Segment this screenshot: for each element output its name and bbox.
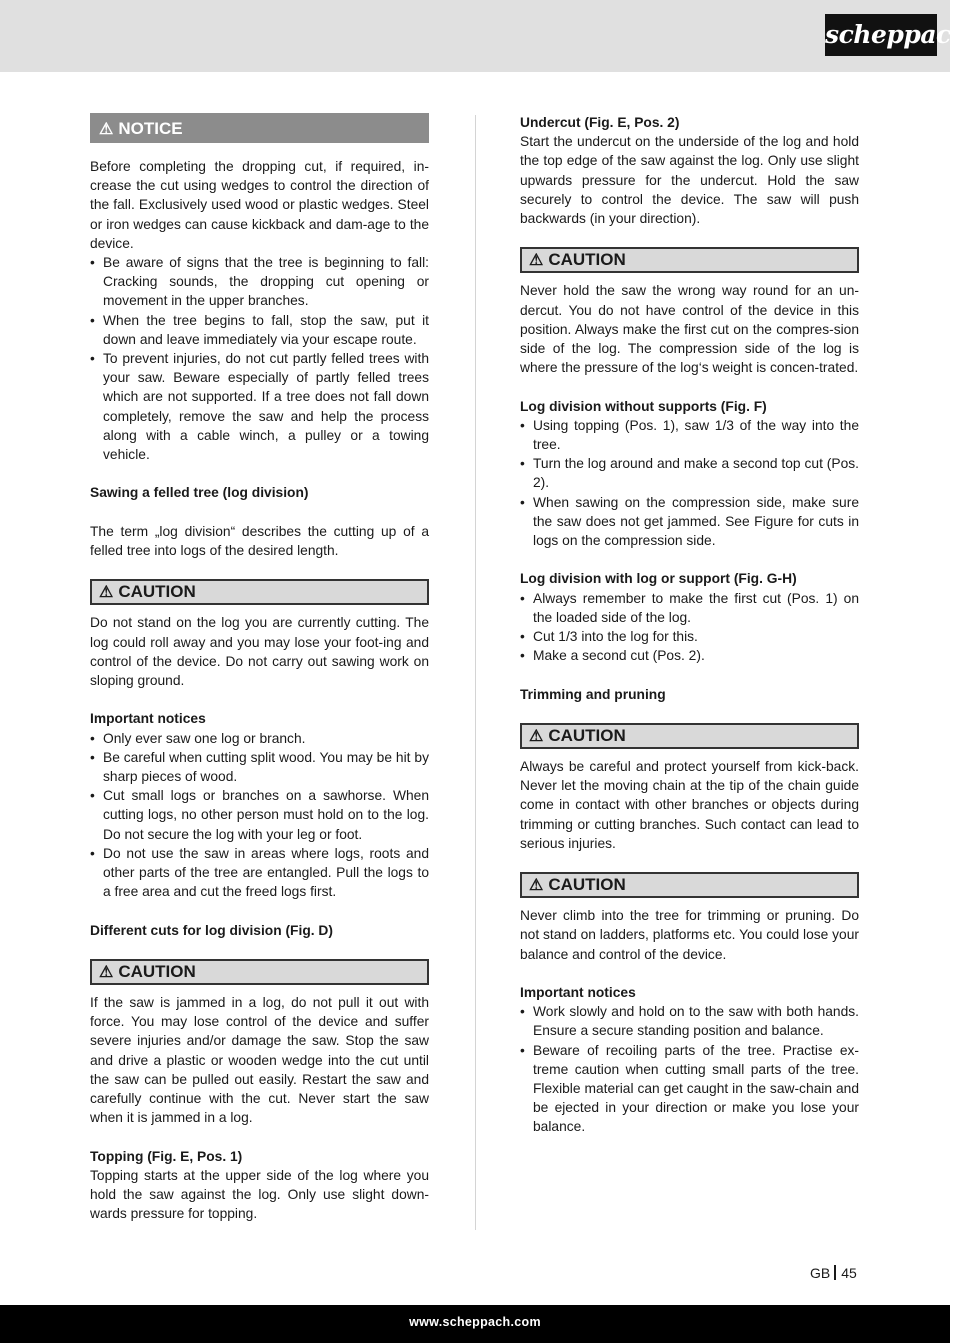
notice-box <box>90 113 429 143</box>
with-support-bullets <box>520 589 859 666</box>
warning-triangle-icon: ⚠ <box>529 252 544 270</box>
header-bar <box>0 0 968 72</box>
caution-text: Never hold the saw the wrong way round for an un-dercut. You do not have control of the device in this position. Always make the first cut on the compres-sion side of the log. The compression side of the log is where the pressure of the log‘s weight is concen-trated. <box>520 283 859 376</box>
sawing-heading: Sawing a felled tree (log division) <box>90 485 309 501</box>
important-heading: Important notices <box>520 985 636 1001</box>
caution-label: CAUTION <box>118 582 196 602</box>
list-item: • Always remember to make the first cut (Pos. 1) on the loaded side of the log. <box>520 589 859 627</box>
page-number <box>810 1264 857 1282</box>
important-bullets <box>90 729 429 902</box>
list-item: • To prevent injuries, do not cut partly felled trees with your saw. Beware especially of partly felled trees which are not supported. If a tree does not fall down completely, remove the saw and help the process along with a cable winch, a pulley or a towing vehicle. <box>90 349 429 464</box>
with-support-heading: Log division with log or support (Fig. G-H) <box>520 571 797 587</box>
notice-bullets <box>90 253 429 464</box>
warning-triangle-icon: ⚠ <box>99 121 114 138</box>
caution-text: If the saw is jammed in a log, do not pull it out with force. You may lose control of the device and suffer severe injuries and/or damage the saw. Stop the saw and drive a plastic or wooden wedge into the cut until the saw can be pulled out easily. Restart the saw and carefully continue with the cut. Never start the saw when it is jammed in a log. <box>90 995 429 1126</box>
undercut-text: Start the undercut on the underside of the log and hold the top edge of the saw against the log. Only use slight upwards pressure for the undercut. Hold the saw securely to control the device. The saw will push backwards (in your direction). <box>520 134 859 227</box>
language-code: GB <box>810 1265 831 1281</box>
caution-text: Always be careful and protect yourself from kick-back. Never let the moving chain at the tip of the chain guide come in contact with other branches or objects during trimming or cutting branches. Such contact can lead to serious injuries. <box>520 759 859 851</box>
list-item: • Beware of recoiling parts of the tree. Practise ex-treme caution when cutting small parts of the tree. Flexible material can get caught in the saw-chain and be ejected in your direction or make you lose your balance. <box>520 1041 859 1137</box>
caution-label: CAUTION <box>548 875 626 895</box>
list-item: • When sawing on the compression side, make sure the saw does not get jammed. See Figure for cuts in logs on the compression side. <box>520 493 859 551</box>
list-item: • Make a second cut (Pos. 2). <box>520 646 859 665</box>
caution-label: CAUTION <box>118 962 196 982</box>
list-item: • Be aware of signs that the tree is beginning to fall: Cracking sounds, the dropping cut opening or movement in the upper branches. <box>90 253 429 311</box>
warning-triangle-icon: ⚠ <box>99 964 114 982</box>
no-supports-bullets <box>520 416 859 550</box>
topping-text: Topping starts at the upper side of the log where you hold the saw against the log. Only use slight down-wards pressure for topping. <box>90 1167 429 1222</box>
important-heading: Important notices <box>90 711 206 727</box>
warning-triangle-icon: ⚠ <box>529 728 544 746</box>
list-item: • Using topping (Pos. 1), saw 1/3 of the way into the tree. <box>520 416 859 454</box>
warning-triangle-icon: ⚠ <box>529 877 544 895</box>
caution-box <box>520 723 859 749</box>
caution-text: Do not stand on the log you are currently cutting. The log could roll away and you may lose your foot-ing and control of the device. Do not carry out sawing work on sloping ground. <box>90 615 429 689</box>
topping-heading: Topping (Fig. E, Pos. 1) <box>90 1148 243 1164</box>
right-column <box>520 113 859 1137</box>
list-item: • When the tree begins to fall, stop the saw, put it down and leave immediately via your escape route. <box>90 311 429 349</box>
notice-label: NOTICE <box>118 119 183 138</box>
caution-label: CAUTION <box>548 250 626 270</box>
undercut-heading: Undercut (Fig. E, Pos. 2) <box>520 115 680 130</box>
list-item: • Cut 1/3 into the log for this. <box>520 627 859 646</box>
caution-box <box>520 247 859 273</box>
column-divider <box>475 115 476 1230</box>
list-item: • Cut small logs or branches on a sawhorse. When cutting logs, no other person must hold on to the log. Do not secure the log with your leg or foot. <box>90 786 429 844</box>
warning-triangle-icon: ⚠ <box>99 584 114 602</box>
caution-box <box>90 579 429 605</box>
list-item: • Only ever saw one log or branch. <box>90 729 429 748</box>
list-item: • Do not use the saw in areas where logs, roots and other parts of the tree are entangled. Pull the logs to a free area and cut the freed logs first. <box>90 844 429 902</box>
caution-text: Never climb into the tree for trimming or pruning. Do not stand on ladders, platforms etc. You could lose your balance and control of the device. <box>520 908 860 962</box>
important-bullets <box>520 1002 859 1136</box>
footer-url[interactable]: www.scheppach.com <box>409 1315 541 1329</box>
sawing-text: The term „log division“ describes the cutting up of a felled tree into logs of the desired length. <box>90 523 429 559</box>
separator <box>834 1265 836 1280</box>
notice-text: Before completing the dropping cut, if required, in-crease the cut using wedges to control the direction of the fall. Exclusively used wood or plastic wedges. Steel or iron wedges can cause kickback and dam-age to the device. <box>90 159 429 251</box>
caution-box <box>520 872 859 898</box>
page-number-value: 45 <box>841 1265 857 1281</box>
different-cuts-heading: Different cuts for log division (Fig. D) <box>90 922 333 938</box>
list-item: • Be careful when cutting split wood. You may be hit by sharp pieces of wood. <box>90 748 429 786</box>
left-column <box>90 113 429 1223</box>
no-supports-heading: Log division without supports (Fig. F) <box>520 398 767 414</box>
footer-bar <box>0 1305 950 1343</box>
caution-box <box>90 959 429 985</box>
scheppach-logo: scheppach <box>825 14 937 56</box>
trimming-heading: Trimming and pruning <box>520 686 666 702</box>
caution-label: CAUTION <box>548 726 626 746</box>
list-item: • Turn the log around and make a second top cut (Pos. 2). <box>520 454 859 492</box>
list-item: • Work slowly and hold on to the saw with both hands. Ensure a secure standing position and balance. <box>520 1002 859 1040</box>
